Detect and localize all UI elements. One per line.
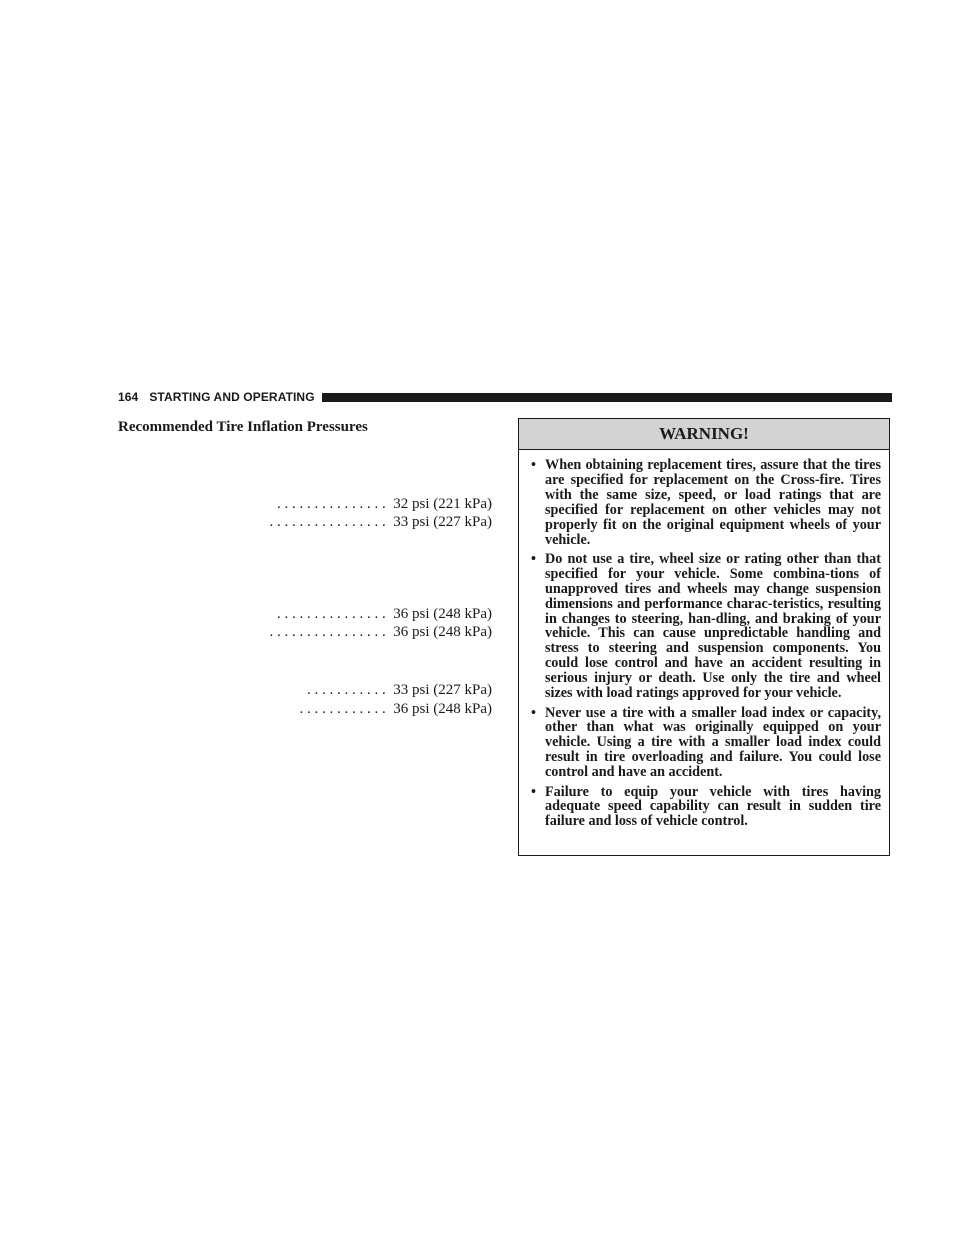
pressure-row: . . . . . . . . . . . . . . . 32 psi (221 kPa)	[277, 496, 492, 512]
bullet-icon: •	[531, 550, 536, 567]
pressure-row: . . . . . . . . . . . 33 psi (227 kPa)	[307, 682, 492, 698]
bullet-icon: •	[531, 457, 536, 473]
warning-item-text: When obtaining replacement tires, assure that the tires are specified for replacement on the Cross-fire. Tires with the same size, speed, or load ratings that are specified for replacement on other vehicles may not properly fit on the original equipment wheels of your vehicle.	[545, 457, 881, 548]
warning-box	[518, 418, 890, 856]
warning-item	[528, 552, 881, 701]
warning-item	[528, 458, 881, 547]
page-number: 164	[118, 390, 139, 404]
inflation-pressure-column	[118, 418, 492, 717]
pressure-row: . . . . . . . . . . . . . . . . 36 psi (248 kPa)	[269, 624, 492, 640]
pressure-row: . . . . . . . . . . . . 36 psi (248 kPa)	[299, 701, 492, 717]
inflation-pressure-heading: Recommended Tire Inflation Pressures	[118, 419, 368, 435]
header-rule	[322, 393, 892, 402]
warning-item-text: Failure to equip your vehicle with tires having adequate speed capability can result in sudden tire failure and loss of vehicle control.	[545, 783, 881, 830]
warning-item-text: Never use a tire with a smaller load index or capacity, other than what was originally equipped on your vehicle. Using a tire with a smaller load index could result in tire overloading and failure. You could lose control and have an accident.	[545, 704, 881, 781]
warning-item	[528, 785, 881, 830]
warning-item-text: Do not use a tire, wheel size or rating other than that specified for your vehicle. Some combina-tions of unapproved tires and wheels may change suspension dimensions and performance charac-teristics, resulting in changes to steering, han-dling, and braking of your vehicle. This can cause unpredictable handling and stress to steering and suspension components. You could lose control and have an accident resulting in serious injury or death. Use only the tire and wheel sizes with load ratings approved for your vehicle.	[545, 550, 881, 702]
warning-list	[519, 450, 889, 829]
pressure-row: . . . . . . . . . . . . . . . 36 psi (248 kPa)	[277, 606, 492, 622]
bullet-icon: •	[531, 704, 536, 721]
warning-item	[528, 706, 881, 781]
pressure-row: . . . . . . . . . . . . . . . . 33 psi (227 kPa)	[269, 514, 492, 530]
bullet-icon: •	[531, 783, 536, 800]
page-header	[118, 389, 892, 405]
section-title: STARTING AND OPERATING	[149, 390, 315, 404]
warning-title: WARNING!	[519, 419, 889, 450]
